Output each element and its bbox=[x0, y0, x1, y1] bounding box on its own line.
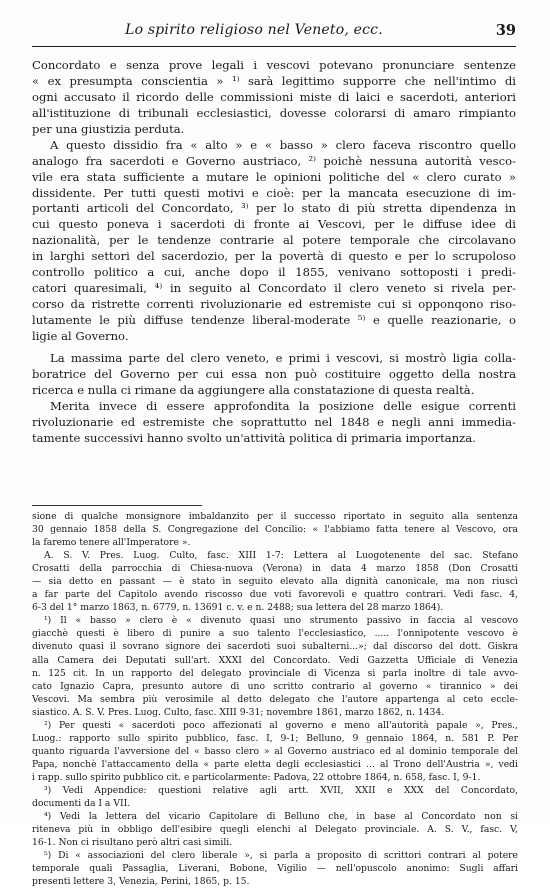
main-text bbox=[32, 58, 516, 447]
text-line: A questo dissidio fra « alto » e « basso » clero faceva riscontro quello bbox=[50, 137, 516, 152]
footnote-line: — sia detto en passant — è stato in seguito elevato alla dignità canonicale, ma non riuscì bbox=[32, 576, 518, 588]
footnote-line: Crosatti della parrocchia di Chiesa-nuova (Verona) in data 4 marzo 1858 (Don Crosatti bbox=[32, 563, 518, 575]
footnote-line: 16-1. Non ci risultano però altri casi simili. bbox=[32, 837, 233, 849]
text-line: catori quaresimali, ⁴⁾ in seguito al Concordato il clero veneto si rivela per- bbox=[32, 281, 516, 296]
text-line: ligie al Governo. bbox=[32, 328, 129, 343]
text-line: ogni accusato il ricordo delle commissioni miste di laici e sacerdoti, anteriori bbox=[32, 89, 516, 104]
footnote-line: i rapp. sullo spirito pubblico cit. e particolarmente: Padova, 22 ottobre 1864, n. 658, fasc. I, 9-1. bbox=[32, 771, 481, 783]
text-line: per una giustizia perduta. bbox=[32, 121, 185, 136]
text-line: « ex presumpta conscientia » ¹⁾ sarà legittimo supporre che nell'intimo di bbox=[32, 73, 516, 88]
footnote-line: Luog.: rapporto sullo spirito pubblico, fasc. I, 9-1; Belluno, 9 gennaio 1864, n. 581 P. Per bbox=[32, 732, 518, 744]
text-line: analogo fra sacerdoti e Governo austriaco, ²⁾ poichè nessuna autorità vesco- bbox=[32, 153, 516, 168]
text-line: La massima parte del clero veneto, e primi i vescovi, si mostrò ligia colla- bbox=[50, 350, 516, 365]
page-header bbox=[32, 22, 516, 46]
text-line: corso da ristrette correnti rivoluzionarie ed estremiste cui si opponqono riso- bbox=[32, 297, 516, 312]
footnote-line: ¹) Il « basso » clero è « divenuto quasi uno strumento passivo in faccia al vescovo bbox=[44, 615, 518, 627]
text-line: tamente successivi hanno svolto un'attività politica di primaria importanza. bbox=[32, 430, 476, 445]
footnotes bbox=[32, 510, 518, 888]
text-line: rivoluzionarie ed estremiste che soprattutto nel 1848 e negli anni immedia- bbox=[32, 414, 516, 429]
text-line: cui questo poneva i sacerdoti di fronte ai Vescovi, per le diffuse idee di bbox=[32, 217, 516, 232]
footnote-line: quanto riguarda l'avversione del « basso clero » al Governo austriaco ed al dominio temporale del bbox=[32, 745, 518, 757]
text-line: lutamente le più diffuse tendenze liberal-moderate ⁵⁾ e quelle reazionarie, o bbox=[32, 313, 516, 327]
text-line: Concordato e senza prove legali i vescovi potevano pronunciare sentenze bbox=[32, 58, 516, 72]
footnote-line: presenti lettere 3, Venezia, Perini, 1865, p. 15. bbox=[32, 876, 250, 888]
footnote-line: riteneva più in obbligo dell'esibire quegli elenchi al Delegato provinciale. A. S. V., fasc. V, bbox=[32, 824, 518, 836]
header-rule bbox=[32, 46, 516, 47]
text-line: controllo politico a cui, anche dopo il 1855, venivano sottoposti i predi- bbox=[32, 265, 516, 280]
footnote-line: documenti da I a VII. bbox=[32, 798, 131, 810]
footnote-line: divenuto quasi il sovrano signore dei sacerdoti suoi subalterni...»; dal discorso del dott. Giskra bbox=[32, 641, 518, 653]
text-line: dissidente. Per tutti questi motivi e cioè: per la mancata esecuzione di im- bbox=[32, 185, 516, 200]
footnote-line: temporale quali Passaglia, Liverani, Bobone, Vigilio — nell'opuscolo anonimo: Sugli affari bbox=[32, 863, 518, 875]
footnote-line: n. 125 cit. In un rapporto del delegato provinciale di Vicenza si parla inoltre di tale avvo- bbox=[32, 667, 518, 679]
footnote-line: siastico. A. S. V. Pres. Luog. Culto, fasc. XIII 9-31; novembre 1861, marzo 1862, n. 1434. bbox=[32, 706, 445, 718]
text-line: boratrice del Governo per cui essa non può costituire oggetto della nostra bbox=[32, 366, 516, 381]
text-line: in larghi settori del sacerdozio, per la povertà di questo e per lo scrupoloso bbox=[32, 249, 516, 264]
running-title: Lo spirito religioso nel Veneto, ecc. bbox=[125, 22, 383, 38]
footnote-rule bbox=[32, 505, 202, 506]
footnote-line: A. S. V. Pres. Luog. Culto, fasc. XIII 1-7: Lettera al Luogotenente del sac. Stefano bbox=[44, 550, 518, 562]
text-line: ricerca e nulla ci rimane da aggiungere alla constatazione di questa realtà. bbox=[32, 382, 475, 397]
footnote-line: a far parte del Capitolo avendo riscosso due voti favorevoli e quattro contrari. Vedi fasc. 4, bbox=[32, 589, 518, 601]
footnote-line: alla Camera dei Deputati sull'art. XXXI del Concordato. Vedi Gazzetta Ufficiale di Venezia bbox=[32, 654, 518, 666]
text-line: portanti articoli del Concordato, ³⁾ per lo stato di più stretta dipendenza in bbox=[32, 201, 516, 216]
text-line: nazionalità, per le tendenze contrarie al potere temporale che circolavano bbox=[32, 233, 516, 248]
footnote-line: 6-3 del 1° marzo 1863, n. 6779, n. 13691 c. v. e n. 2488; sua lettera del 28 marzo 1864). bbox=[32, 602, 444, 614]
text-line: vile era stata sufficiente a mutare le opinioni politiche del « clero curato » bbox=[32, 169, 516, 184]
text-line: all'istituzione di tribunali ecclesiastici, dovesse colorarsi di amaro rimpianto bbox=[32, 105, 516, 120]
footnote-line: 30 gennaio 1858 della S. Congregazione del Concilio: « l'abbiamo fatta tenere al Vescovo, ora bbox=[32, 524, 518, 536]
footnote-line: Papa, nonchè l'attaccamento della « parte eletta degli ecclesiastici ... al Trono dell'Austria », vedi bbox=[32, 758, 518, 770]
page-number: 39 bbox=[495, 22, 516, 39]
footnote-line: giacchè questi è libero di punire a suo talento l'ecclesiastico, ..... l'onnipotente vescovo è bbox=[32, 628, 518, 640]
footnote-line: ⁵) Di « associazioni del clero liberale », si parla a proposito di scrittori contrari al potere bbox=[44, 850, 518, 862]
footnote-line: ⁴) Vedi la lettera del vicario Capitolare di Belluno che, in base al Concordato non si bbox=[44, 811, 518, 823]
text-line: Merita invece di essere approfondita la posizione delle esigue correnti bbox=[50, 398, 516, 413]
footnote-line: cato Ignazio Capra, presunto autore di uno scritto contrario al governo « tirannico » dei bbox=[32, 680, 518, 692]
footnote-line: ³) Vedi Appendice: questioni relative agli artt. XVII, XXII e XXX del Concordato, bbox=[44, 784, 518, 796]
footnote-line: Vescovi. Ma sembra più verosimile al detto delegato che l'autore appartenga al ceto eccle- bbox=[32, 693, 518, 705]
footnote-line: la faremo tenere all'Imperatore ». bbox=[32, 537, 191, 549]
footnote-line: sione di qualche monsignore imbaldanzito per il successo riportato in seguito alla sentenza bbox=[32, 511, 518, 522]
footnote-line: ²) Per questi « sacerdoti poco affezionati al governo e meno all'autorità papale », Pres., bbox=[44, 719, 518, 731]
